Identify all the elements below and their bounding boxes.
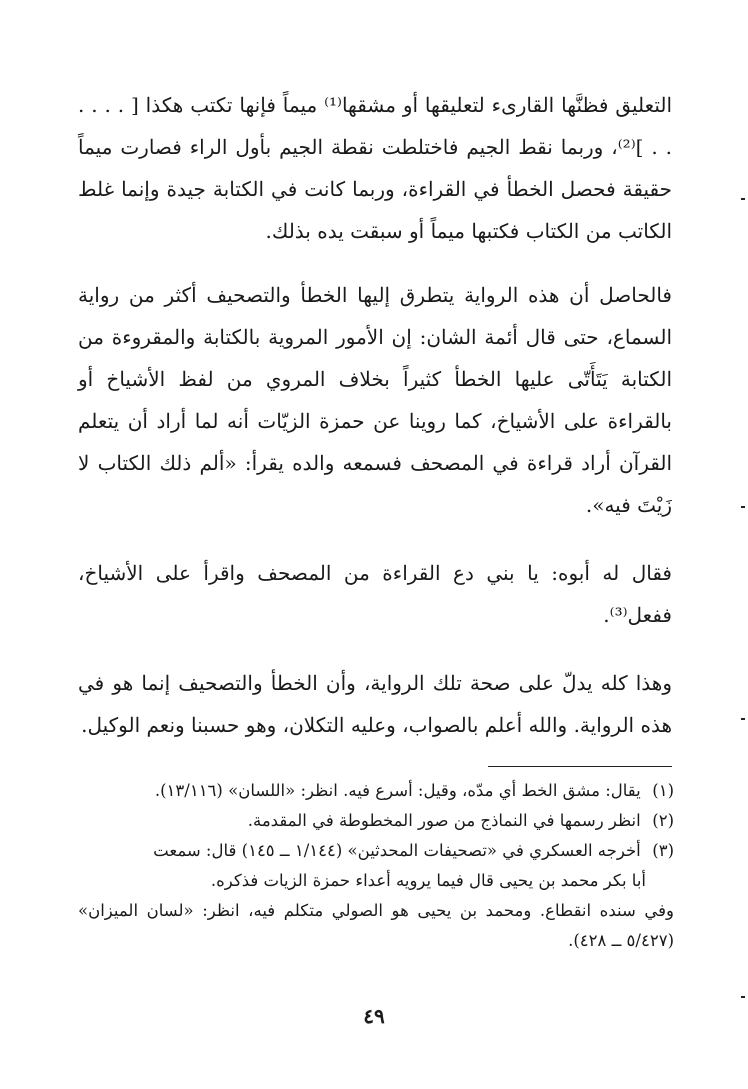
margin-mark <box>741 506 745 508</box>
footnote-2 <box>78 806 674 836</box>
margin-mark <box>741 198 745 200</box>
footnote-separator <box>488 766 672 767</box>
footnotes <box>78 776 674 956</box>
footnote-text: أخرجه العسكري في «تصحيفات المحدثين» (١/١٤٤ ــ ١٤٥) قال: سمعت <box>153 841 641 860</box>
paragraph-3: فقال له أبوه: يا بني دع القراءة من المصحف واقرأ على الأشياخ، ففعل⁽³⁾. <box>78 561 672 627</box>
footnote-number: (١) <box>652 781 674 800</box>
paragraph-1: التعليق فظنَّها القارىء لتعليقها أو مشقها⁽¹⁾ ميماً فإنها تكتب هكذا [ . . . . . . ]⁽²⁾، وربما نقط الجيم فاختلطت نقطة الجيم بأول الراء فصارت ميماً حقيقة فحصل الخطأ في القراءة، وربما كانت في الكتابة جيدة وإنما غلط الكاتب من الكتاب فكتبها ميماً أو سبقت يده بذلك. <box>78 93 673 243</box>
paragraph-4: وهذا كله يدلّ على صحة تلك الرواية، وأن الخطأ والتصحيف إنما هو في هذه الرواية. والله أعلم بالصواب، وعليه التكلان، وهو حسبنا ونعم الوكيل. <box>78 671 672 737</box>
margin-mark <box>741 718 745 720</box>
footnote-3-continuation: أبا بكر محمد بن يحيى قال فيما يرويه أعداء حمزة الزيات فذكره. <box>210 871 646 890</box>
main-text <box>78 84 672 772</box>
footnote-number: (٣) <box>652 841 674 860</box>
footnote-3-extra: وفي سنده انقطاع. ومحمد بن يحيى هو الصولي متكلم فيه، انظر: «لسان الميزان» (٥/٤٢٧ ــ ٤٢٨). <box>78 901 674 950</box>
footnote-1 <box>78 776 674 806</box>
footnote-3 <box>78 836 674 866</box>
footnote-text: يقال: مشق الخط أي مدّه، وقيل: أسرع فيه. انظر: «اللسان» (١٣/١١٦). <box>154 781 641 800</box>
page-number: ٤٩ <box>363 1004 385 1028</box>
margin-mark <box>741 996 745 998</box>
paragraph-2: فالحاصل أن هذه الرواية يتطرق إليها الخطأ والتصحيف أكثر من رواية السماع، حتى قال أئمة الشان: إن الأمور المروية بالكتابة والمقروءة من الكتابة يَتَأَتّى عليها الخطأ كثيراً بخلاف المروي من لفظ الأشياخ أو بالقراءة على الأشياخ، كما روينا عن حمزة الزيّات أنه لما أراد أن يتعلم القرآن أراد قراءة في المصحف فسمعه والده يقرأ: «ألم ذلك الكتاب لا زَيْتَ فيه». <box>78 283 672 517</box>
footnote-text: انظر رسمها في النماذج من صور المخطوطة في المقدمة. <box>247 811 641 830</box>
footnote-number: (٢) <box>652 811 674 830</box>
